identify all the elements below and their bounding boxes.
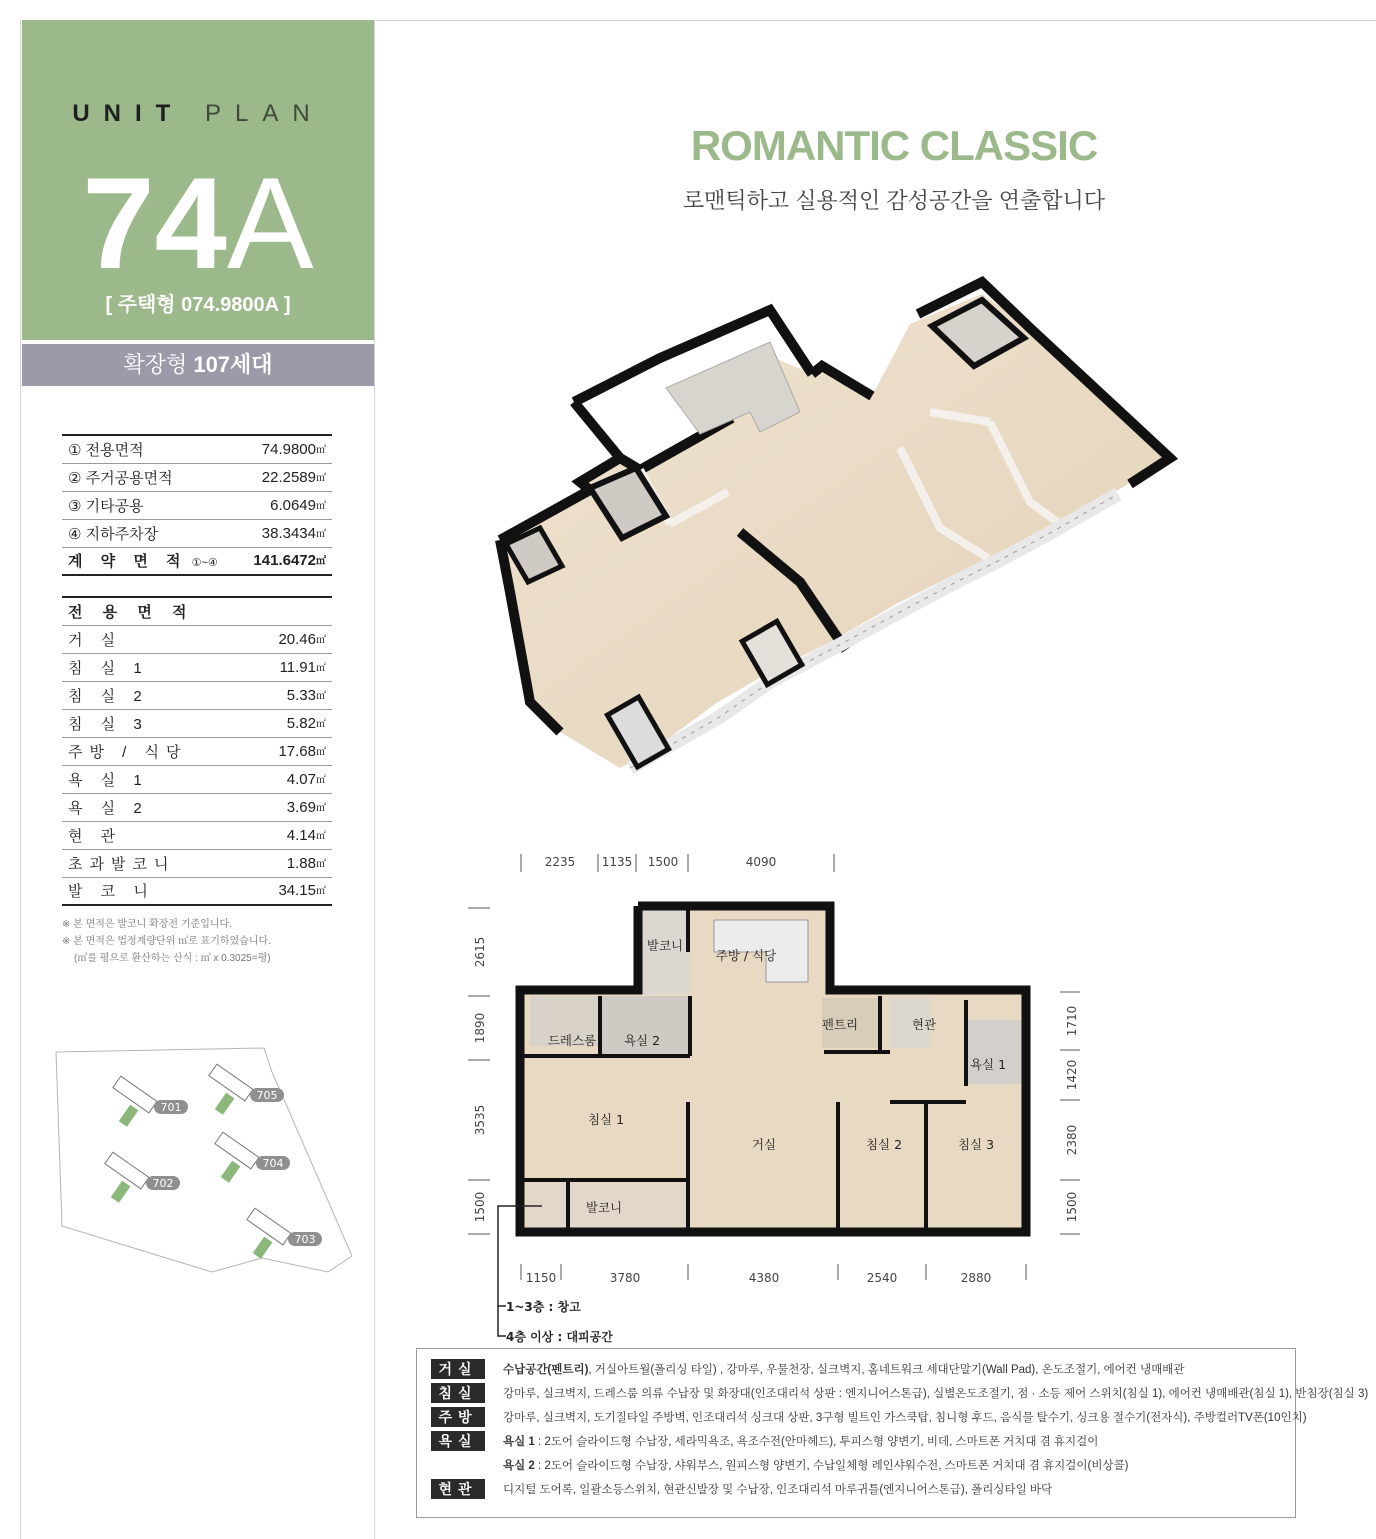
dimension-label: 4380 xyxy=(748,1271,780,1285)
area-total-row xyxy=(62,547,332,575)
spec-detail: 디지털 도어록, 일괄소등스위치, 현관신발장 및 수납장, 인조대리석 마루귀틀(엔지니어스톤급), 폴리싱타일 바닥 xyxy=(503,1484,1053,1496)
area-row xyxy=(62,491,332,519)
room-bed3: 침실 3 xyxy=(957,1137,995,1152)
spec-detail: 강마루, 실크벽지, 드레스룸 의류 수납장 및 화장대(인조대리석 상판 : 엔지니어스톤급), 실별온도조절기, 점 · 소등 제어 스위치(침실 1), 에어컨 냉매배관(침실 1), 반침장(침실 3) xyxy=(503,1388,1369,1400)
room-area-label: 욕 실 2 xyxy=(62,793,248,821)
spec-text xyxy=(503,1457,1129,1473)
room-dressroom: 드레스룸 xyxy=(547,1033,597,1048)
dimension-label: 1500 xyxy=(647,855,679,869)
dimension-label: 1150 xyxy=(525,1271,557,1285)
spec-row xyxy=(431,1383,1368,1403)
expansion-band xyxy=(22,344,374,386)
dimension-label: 3535 xyxy=(473,1104,487,1136)
room-area-value: 1.88㎡ xyxy=(248,849,332,877)
site-building-label: 705 xyxy=(256,1089,278,1102)
area-value: 22.2589㎡ xyxy=(239,463,332,491)
dimension-label: 1890 xyxy=(473,1012,487,1044)
room-area-row xyxy=(62,653,332,681)
spec-bold: 수납공간(펜트리) xyxy=(503,1364,589,1376)
room-area-value: 4.14㎡ xyxy=(248,821,332,849)
dimension-label: 2380 xyxy=(1065,1124,1079,1156)
room-area-label: 침 실 2 xyxy=(62,681,248,709)
room-area-value: 17.68㎡ xyxy=(248,737,332,765)
area-label: ① 전용면적 xyxy=(62,435,239,463)
room-area-value: 3.69㎡ xyxy=(248,793,332,821)
spec-text xyxy=(503,1481,1052,1497)
spec-row xyxy=(431,1359,1185,1379)
callout-floor-4-up: 4층 이상 : 대피공간 xyxy=(506,1330,613,1344)
callout-floor-1-3: 1~3층 : 창고 xyxy=(506,1300,581,1314)
room-area-row xyxy=(62,709,332,737)
spec-detail: : 2도어 슬라이드형 수납장, 샤워부스, 원피스형 양변기, 수납일체형 레인샤워수전, 스마트폰 거치대 겸 휴지걸이(비상콜) xyxy=(534,1460,1129,1472)
room-balcony-top: 발코니 xyxy=(646,938,684,953)
spec-text xyxy=(503,1409,1307,1425)
area-notes xyxy=(62,916,271,967)
unit-type-title xyxy=(22,150,374,296)
room-area-value: 20.46㎡ xyxy=(248,625,332,653)
spec-detail: , 거실아트월(폴리싱 타일) , 강마루, 우물천장, 실크벽지, 홈네트워크 세대단말기(Wall Pad), 온도조절기, 에어컨 냉매배관 xyxy=(588,1364,1185,1376)
room-bath2: 욕실 2 xyxy=(623,1033,661,1048)
unit-plan-label xyxy=(22,100,374,128)
band-label: 확장형 xyxy=(123,352,188,377)
room-area-label: 현 관 xyxy=(62,821,248,849)
spec-row xyxy=(431,1479,1052,1499)
band-units: 107세대 xyxy=(193,352,273,377)
room-bath1: 욕실 1 xyxy=(969,1057,1007,1072)
column-rule xyxy=(374,20,375,1539)
room-kitchen: 주방 / 식당 xyxy=(715,948,777,963)
spec-row xyxy=(431,1431,1098,1451)
unit-type-suffix: A xyxy=(226,150,314,296)
dimension-label: 2880 xyxy=(960,1271,992,1285)
room-area-value: 5.33㎡ xyxy=(248,681,332,709)
room-area-title: 전 용 면 적 xyxy=(62,597,332,625)
site-building-label: 701 xyxy=(160,1101,182,1114)
spec-bold: 욕실 1 xyxy=(503,1436,535,1448)
spec-tag: 현관 xyxy=(431,1479,485,1499)
note-line: ※ 본 면적은 발코니 확장전 기준입니다. xyxy=(62,919,232,930)
left-rule xyxy=(20,20,21,1539)
site-building-label: 703 xyxy=(294,1233,316,1246)
room-area-label: 주방 / 식당 xyxy=(62,737,248,765)
dimension-label: 4090 xyxy=(745,855,777,869)
area-row xyxy=(62,435,332,463)
area-summary-table xyxy=(62,434,332,576)
unit-plan-header xyxy=(22,20,374,340)
room-area-label: 초과발코니 xyxy=(62,849,248,877)
room-pantry: 펜트리 xyxy=(821,1017,859,1032)
room-area-row xyxy=(62,681,332,709)
plan-word: PLAN xyxy=(204,100,324,127)
area-total-value: 141.6472㎡ xyxy=(239,547,332,575)
area-row xyxy=(62,519,332,547)
room-area-label: 욕 실 1 xyxy=(62,765,248,793)
dimension-label: 1710 xyxy=(1065,1005,1079,1037)
site-building-label: 702 xyxy=(152,1177,174,1190)
note-line: ※ 본 면적은 법정계량단위 ㎡로 표기하였습니다. xyxy=(62,936,271,947)
spec-tag: 침실 xyxy=(431,1383,485,1403)
room-area-row xyxy=(62,625,332,653)
area-label: ② 주거공용면적 xyxy=(62,463,239,491)
dimension-label: 2235 xyxy=(544,855,576,869)
spec-row xyxy=(431,1455,1129,1475)
area-value: 38.3434㎡ xyxy=(239,519,332,547)
area-value: 74.9800㎡ xyxy=(239,435,332,463)
spec-row xyxy=(431,1407,1307,1427)
room-area-row xyxy=(62,821,332,849)
room-area-value: 5.82㎡ xyxy=(248,709,332,737)
spec-text xyxy=(503,1361,1185,1377)
spec-tag: 거실 xyxy=(431,1359,485,1379)
site-map xyxy=(52,1046,352,1278)
area-value: 6.0649㎡ xyxy=(239,491,332,519)
note-line: (㎡를 평으로 환산하는 산식 : ㎡ x 0.3025=평) xyxy=(74,953,271,964)
room-balcony-bottom: 발코니 xyxy=(585,1200,623,1215)
dimension-label: 1500 xyxy=(473,1191,487,1223)
room-area-label: 거 실 xyxy=(62,625,248,653)
room-area-row xyxy=(62,849,332,877)
room-area-value: 11.91㎡ xyxy=(248,653,332,681)
isometric-render xyxy=(470,262,1200,822)
room-bed2: 침실 2 xyxy=(865,1137,903,1152)
dimension-label: 2615 xyxy=(473,936,487,968)
area-label: ④ 지하주차장 xyxy=(62,519,239,547)
room-area-row xyxy=(62,793,332,821)
dimension-label: 2540 xyxy=(866,1271,898,1285)
area-label: ③ 기타공용 xyxy=(62,491,239,519)
spec-text xyxy=(503,1433,1098,1449)
unit-type-number: 74 xyxy=(82,150,227,296)
area-total-label: 계 약 면 적 ①~④ xyxy=(62,547,239,575)
spec-detail: 강마루, 실크벽지, 도기질타일 주방벽, 인조대리석 싱크대 상판, 3구형 빌트인 가스쿡탑, 침니형 후드, 음식물 탈수기, 싱크용 절수기(전자식), 주방컬러TV폰(10인치) xyxy=(503,1412,1307,1424)
top-rule xyxy=(376,20,1376,21)
spec-detail: : 2도어 슬라이드형 수납장, 세라믹욕조, 욕조수전(안마헤드), 투피스형 양변기, 비데, 스마트폰 거치대 겸 휴지걸이 xyxy=(534,1436,1099,1448)
room-area-row xyxy=(62,877,332,905)
room-area-value: 4.07㎡ xyxy=(248,765,332,793)
style-subtitle: 로맨틱하고 실용적인 감성공간을 연출합니다 xyxy=(682,188,1106,213)
spec-tag xyxy=(431,1455,485,1475)
dimension-label: 3780 xyxy=(609,1271,641,1285)
room-area-value: 34.15㎡ xyxy=(248,877,332,905)
spec-tag: 욕실 xyxy=(431,1431,485,1451)
spec-tag: 주방 xyxy=(431,1407,485,1427)
spec-box xyxy=(416,1348,1369,1518)
room-living: 거실 xyxy=(751,1137,777,1152)
room-area-header xyxy=(62,597,332,625)
dimension-label: 1135 xyxy=(601,855,633,869)
room-area-table xyxy=(62,596,332,906)
housing-type: [ 주택형 074.9800A ] xyxy=(105,294,291,316)
area-row xyxy=(62,463,332,491)
room-entrance: 현관 xyxy=(911,1017,937,1032)
room-area-label: 침 실 1 xyxy=(62,653,248,681)
dimension-label: 1500 xyxy=(1065,1191,1079,1223)
spec-bold: 욕실 2 xyxy=(503,1460,535,1472)
site-building-label: 704 xyxy=(262,1157,284,1170)
unit-word: UNIT xyxy=(72,100,185,127)
room-bed1: 침실 1 xyxy=(587,1112,625,1127)
floor-plan xyxy=(460,840,1100,1350)
room-area-label: 침 실 3 xyxy=(62,709,248,737)
dimension-label: 1420 xyxy=(1065,1059,1079,1091)
room-area-row xyxy=(62,765,332,793)
room-area-row xyxy=(62,737,332,765)
room-area-label: 발 코 니 xyxy=(62,877,248,905)
spec-text xyxy=(503,1385,1368,1401)
style-title: ROMANTIC CLASSIC xyxy=(690,122,1098,169)
